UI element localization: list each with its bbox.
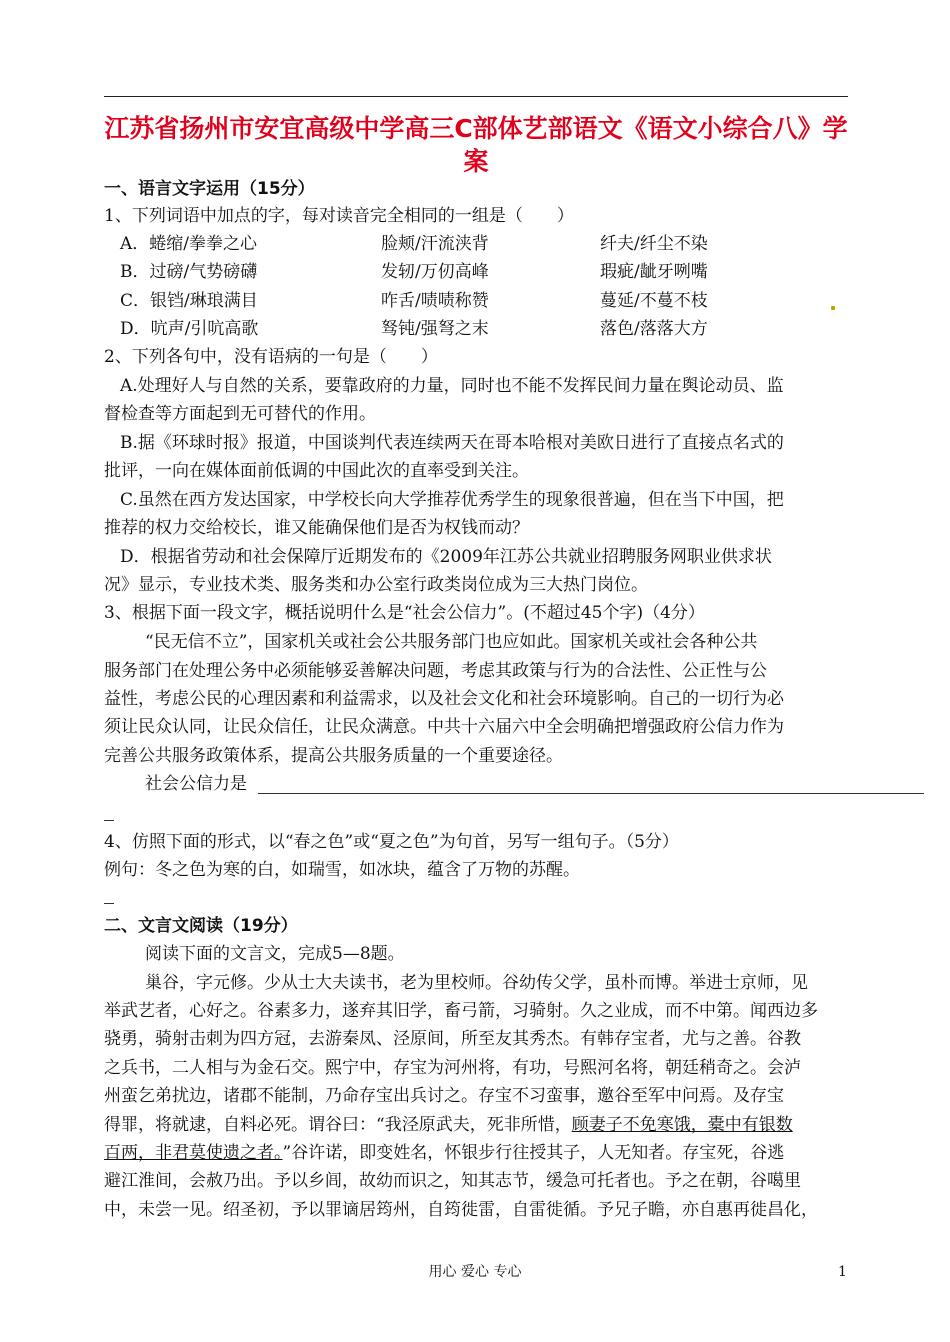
q2-option-c-line-2: 推荐的权力交给校长，谁又能确保他们是否为权钱而动？ xyxy=(104,518,529,538)
underlined-sentence-part-1: 顾妻子不免寒饿，橐中有银数 xyxy=(571,1115,793,1135)
section-heading-1: 一、语言文字运用（15分） xyxy=(104,179,315,199)
reading-line-3: 骁勇，骑射击刺为四方冠，去游秦凤、泾原间，所至友其秀杰。有韩存宝者，尤与之善。谷教 xyxy=(104,1029,801,1049)
reading-line-6 xyxy=(104,1112,793,1138)
reading-intro: 阅读下面的文言文，完成5—8题。 xyxy=(145,944,405,964)
section-heading-2: 二、文言文阅读（19分） xyxy=(104,916,298,936)
q1-option-c-2: 咋舌/啧啧称赞 xyxy=(381,291,489,311)
reading-line-2: 举武艺者，心好之。谷素多力，遂弃其旧学，畜弓箭，习骑射。久之业成，而不中第。闻西边多 xyxy=(104,1001,818,1021)
q3-passage-line-3: 益性，考虑公民的心理因素和利益需求，以及社会文化和社会环境影响。自己的一切行为必 xyxy=(104,689,784,709)
question-2-stem: 2、下列各句中，没有语病的一句是（ ） xyxy=(104,347,438,367)
q1-option-a-1: A．蜷缩/拳拳之心 xyxy=(120,234,258,254)
q3-passage-line-2: 服务部门在处理公务中必须能够妥善解决问题，考虑其政策与行为的合法性、公正性与公 xyxy=(104,661,767,681)
q1-option-b-1: B．过磅/气势磅礴 xyxy=(120,262,258,282)
marker-dot xyxy=(831,306,835,310)
q2-option-a-line-2: 督检查等方面起到无可替代的作用。 xyxy=(104,404,376,424)
q1-option-d-3: 落色/落落大方 xyxy=(600,319,708,339)
reading-line-6-text: 得罪，将就逮，自料必死。谓谷曰：“我泾原武夫，死非所惜， xyxy=(104,1115,572,1135)
q2-option-d-line-1: D．根据省劳动和社会保障厅近期发布的《2009年江苏公共就业招聘服务网职业供求状 xyxy=(120,547,772,567)
reading-line-1: 巢谷，字元修。少从士大夫读书，老为里校师。谷幼传父学，虽朴而博。举进士京师，见 xyxy=(145,973,808,993)
title-line-2: 案 xyxy=(463,147,489,176)
q2-option-c-line-1: C.虽然在西方发达国家，中学校长向大学推荐优秀学生的现象很普遍，但在当下中国，把 xyxy=(120,490,784,510)
q2-option-a-line-1: A.处理好人与自然的关系，要靠政府的力量，同时也不能不发挥民间力量在舆论动员、监 xyxy=(120,376,784,396)
q1-option-a-3: 纤夫/纤尘不染 xyxy=(600,234,708,254)
q2-option-b-line-1: B.据《环球时报》报道，中国谈判代表连续两天在哥本哈根对美欧日进行了直接点名式的 xyxy=(120,433,784,453)
reading-line-4: 之兵书，二人相与为金石交。熙宁中，存宝为河州将，有功，号熙河名将，朝廷稍奇之。会泸 xyxy=(104,1058,801,1078)
question-3-stem: 3、根据下面一段文字，概括说明什么是“社会公信力”。(不超过45个字)（4分） xyxy=(104,603,705,623)
header-rule xyxy=(104,96,848,97)
title-line-1: 江苏省扬州市安宜高级中学高三C部体艺部语文《语文小综合八》学 xyxy=(104,114,848,143)
q2-option-d-line-2: 况》显示，专业技术类、服务类和办公室行政类岗位成为三大热门岗位。 xyxy=(104,575,648,595)
answer-dash-1 xyxy=(104,820,114,821)
question-1-stem: 1、下列词语中加点的字，每对读音完全相同的一组是（ ） xyxy=(104,206,574,226)
q3-answer-label: 社会公信力是 xyxy=(145,774,247,794)
reading-line-5: 州蛮乞弟扰边，诸郡不能制，乃命存宝出兵讨之。存宝不习蛮事，邀谷至军中问焉。及存宝 xyxy=(104,1086,784,1106)
q1-option-c-1: C．银铛/琳琅满目 xyxy=(120,291,258,311)
document-title xyxy=(100,112,852,178)
q4-example: 例句：冬之色为寒的白，如瑞雪，如冰块，蕴含了万物的苏醒。 xyxy=(104,860,580,880)
q3-passage-line-1: “民无信不立”，国家机关或社会公共服务部门也应如此。国家机关或社会各种公共 xyxy=(145,632,758,652)
reading-line-7 xyxy=(104,1140,784,1166)
page-number: 1 xyxy=(838,1264,847,1280)
page-footer: 用心 爱心 专心 xyxy=(428,1264,522,1280)
q3-passage-line-5: 完善公共服务政策体系，提高公共服务质量的一个重要途径。 xyxy=(104,746,563,766)
question-4-stem: 4、仿照下面的形式，以“春之色”或“夏之色”为句首，另写一组句子。（5分） xyxy=(104,832,679,852)
q1-option-b-3: 瑕疵/龇牙咧嘴 xyxy=(600,262,708,282)
underlined-sentence-part-2: 百两，非君莫使遗之者。 xyxy=(104,1143,283,1163)
reading-line-8: 避江淮间，会赦乃出。予以乡闾，故幼而识之，知其志节，缓急可托者也。予之在朝，谷噶里 xyxy=(104,1171,801,1191)
q3-passage-line-4: 须让民众认同，让民众信任，让民众满意。中共十六届六中全会明确把增强政府公信力作为 xyxy=(104,717,784,737)
reading-line-7-text: ”谷许诺，即变姓名，怀银步行往授其子，人无知者。存宝死，谷逃 xyxy=(282,1143,785,1163)
q1-option-c-3: 蔓延/不蔓不枝 xyxy=(600,291,708,311)
q1-option-d-1: D．吭声/引吭高歌 xyxy=(120,319,259,339)
q1-option-a-2: 脸颊/汗流浃背 xyxy=(381,234,489,254)
q3-answer-blank[interactable] xyxy=(258,793,924,794)
answer-dash-2 xyxy=(104,903,114,904)
q1-option-b-2: 发轫/万仞高峰 xyxy=(381,262,489,282)
reading-line-9: 中，未尝一见。绍圣初，予以罪谪居筠州，自筠徙雷，自雷徙循。予兄子瞻，亦自惠再徙昌化， xyxy=(104,1200,818,1220)
q1-option-d-2: 驽钝/强弩之末 xyxy=(381,319,489,339)
q2-option-b-line-2: 批评，一向在媒体面前低调的中国此次的直率受到关注。 xyxy=(104,461,529,481)
